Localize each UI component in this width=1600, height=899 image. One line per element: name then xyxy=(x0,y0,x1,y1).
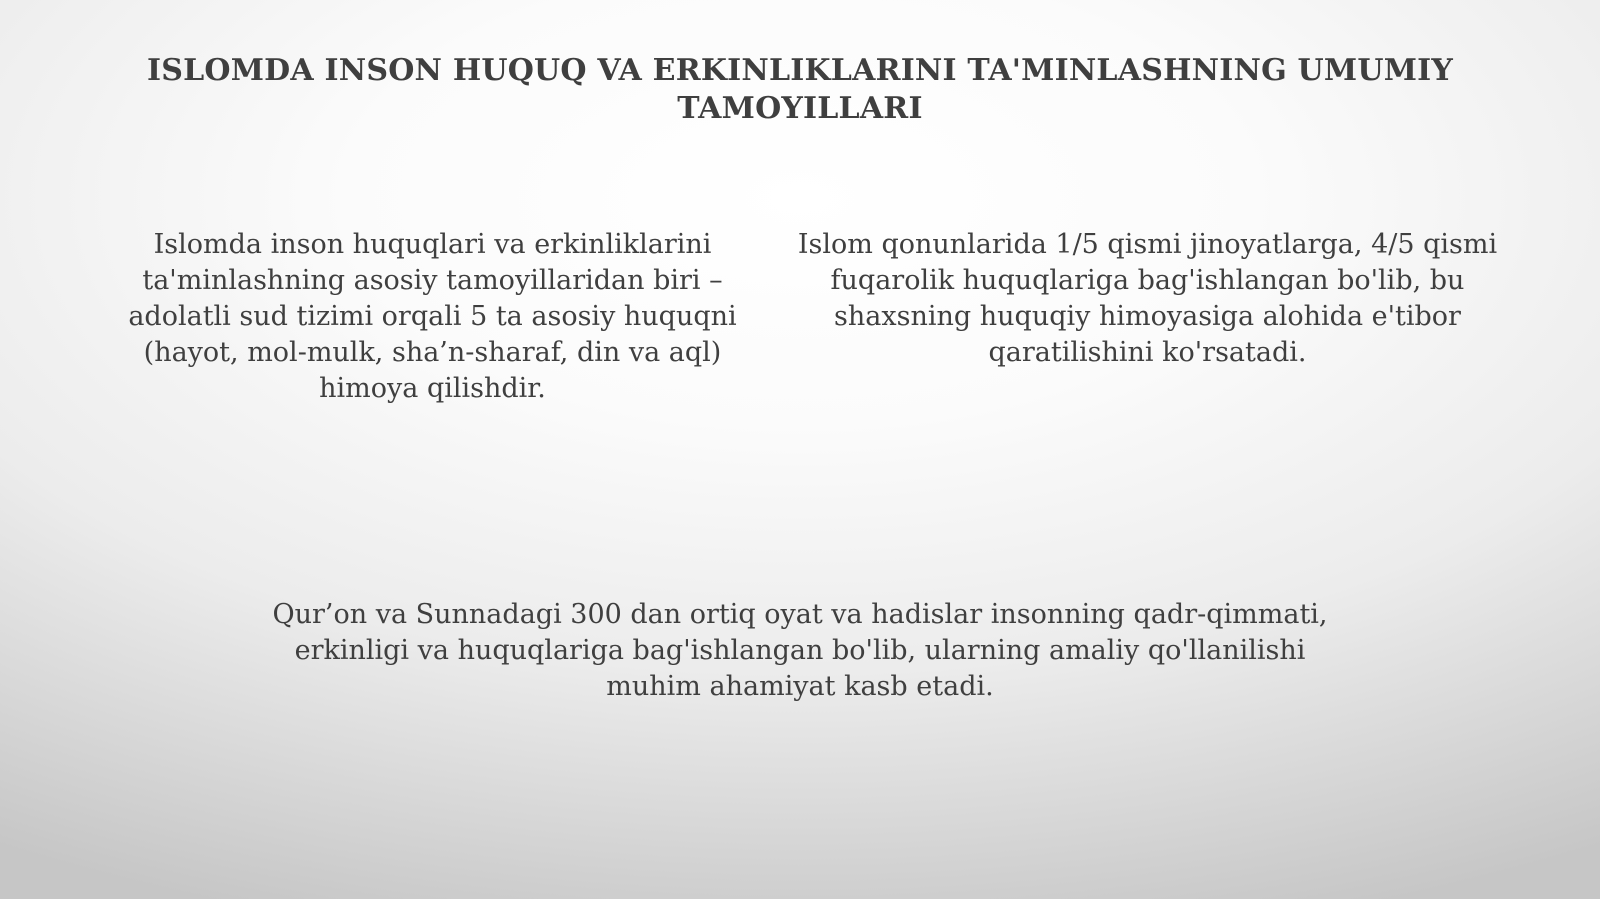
slide-title: ISLOMDA INSON HUQUQ VA ERKINLIKLARINI TA'MINLASHNING UMUMIY TAMOYILLARI xyxy=(147,53,1453,126)
paragraph-bottom: Qur’on va Sunnadagi 300 dan ortiq oyat va hadislar insonning qadr-qimmati, erkinligi va huquqlariga bag'ishlangan bo'lib, ularning amaliy qo'llanilishi muhim ahamiyat kasb etadi. xyxy=(272,599,1328,702)
paragraph-right: Islom qonunlarida 1/5 qismi jinoyatlarga, 4/5 qismi fuqarolik huquqlariga bag'ishlangan bo'lib, bu shaxsning huquqiy himoyasiga alohida e'tibor qaratilishini ko'rsatadi. xyxy=(797,229,1498,368)
paragraph-left: Islomda inson huquqlari va erkinliklarini ta'minlashning asosiy tamoyillaridan biri – adolatli sud tizimi orqali 5 ta asosiy huquqni (hayot, mol-mulk, sha’n-sharaf, din va aql) himoya qilishdir. xyxy=(128,229,737,404)
